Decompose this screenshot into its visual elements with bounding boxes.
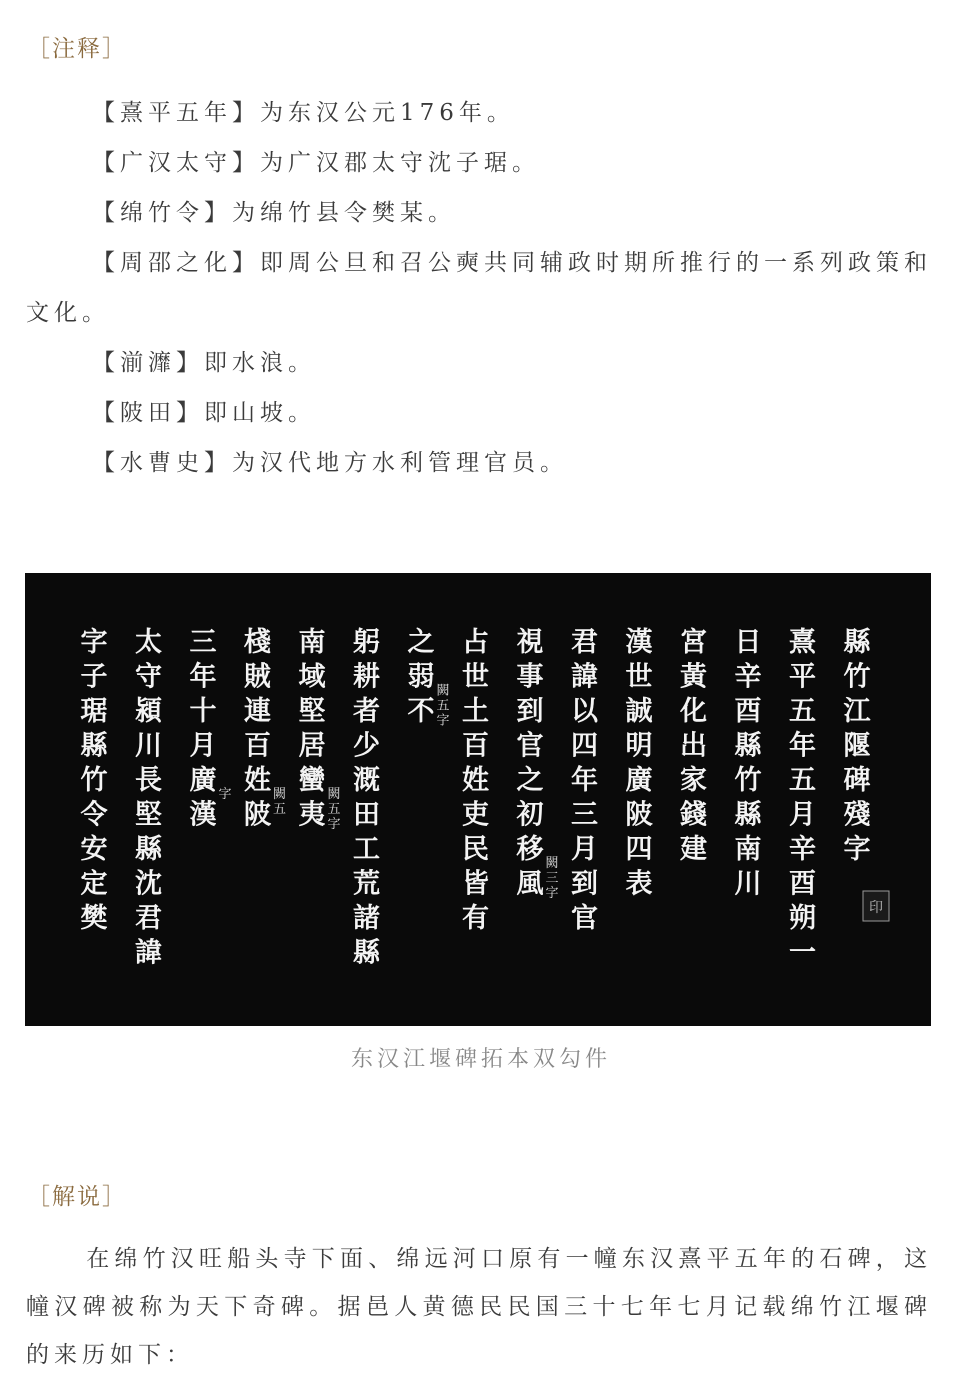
note-text: 即山坡。 xyxy=(204,400,316,426)
inscription-column: 熹平五年五月辛酉朔一 xyxy=(789,627,816,969)
inscription-column: 棧賊連百姓陂 xyxy=(244,627,271,831)
commentary-text: 在绵竹汉旺船头寺下面、绵远河口原有一幢东汉熹平五年的石碑，这幢汉碑被称为天下奇碑。据邑人黄德民民国三十七年七月记载绵竹江堰碑的来历如下： xyxy=(26,1246,932,1368)
inscription-column: 日辛酉縣竹縣南川 xyxy=(734,627,762,900)
image-caption: 东汉江堰碑拓本双勾件 xyxy=(350,1047,611,1072)
inscription-note: 字 xyxy=(218,787,232,802)
commentary-paragraph xyxy=(26,1235,932,1379)
inscription-column: 字子琚縣竹令安定樊 xyxy=(80,627,108,934)
inscription-column: 漢世誠明廣陂四表 xyxy=(625,627,653,900)
inscription-column: 之弱不 xyxy=(407,627,435,727)
inscription-column: 三年十月廣漢 xyxy=(189,627,217,831)
note-text: 即周公旦和召公奭共同辅政时期所推行的一系列政策和文化。 xyxy=(26,250,932,326)
inscription-column: 縣竹江隁碑殘字 xyxy=(843,627,871,865)
note-term: 【绵竹令】 xyxy=(92,200,232,226)
notes-title: ［注释］ xyxy=(27,36,127,62)
note-text: 为汉代地方水利管理官员。 xyxy=(232,450,568,476)
note-term: 【陂田】 xyxy=(92,400,204,426)
stele-rubbing-svg xyxy=(25,573,931,1026)
note-term: 【水曹史】 xyxy=(92,450,232,476)
inscription-column: 宮黃化出家錢建 xyxy=(680,627,707,865)
note-item xyxy=(26,338,932,388)
inscription-note: 闕五 xyxy=(272,787,287,817)
note-text: 为广汉郡太守沈子琚。 xyxy=(260,150,540,176)
note-text: 即水浪。 xyxy=(204,350,316,376)
stele-rubbing-image xyxy=(25,573,931,1026)
note-term: 【周邵之化】 xyxy=(92,250,260,276)
note-item xyxy=(26,188,932,238)
note-text: 为绵竹县令樊某。 xyxy=(232,200,456,226)
inscription-column: 南域堅居蠻夷 xyxy=(298,627,326,831)
inscription-column: 躬耕者少溉田工荒諸縣 xyxy=(353,627,380,969)
inscription-column: 視事到官之初移風 xyxy=(516,627,544,900)
note-term: 【广汉太守】 xyxy=(92,150,260,176)
note-item xyxy=(26,88,932,138)
note-item xyxy=(26,138,932,188)
note-item xyxy=(26,388,932,438)
note-term: 【熹平五年】 xyxy=(92,100,260,126)
commentary-title: ［解说］ xyxy=(27,1184,127,1210)
inscription-column: 太守潁川長堅縣沈君諱 xyxy=(135,627,162,969)
inscription-note: 闕五字 xyxy=(327,787,341,832)
inscription-column: 君諱以四年三月到官 xyxy=(571,627,598,934)
inscription-note: 闕五字 xyxy=(436,683,450,729)
seal-stamp-glyph: 印 xyxy=(869,900,883,916)
note-item xyxy=(26,438,932,488)
inscription-note: 闕三字 xyxy=(545,856,559,901)
note-item xyxy=(26,238,932,338)
note-term: 【湔灖】 xyxy=(92,350,204,376)
inscription-column: 占世土百姓吏民皆有 xyxy=(462,627,489,934)
note-text: 为东汉公元176年。 xyxy=(260,100,515,126)
